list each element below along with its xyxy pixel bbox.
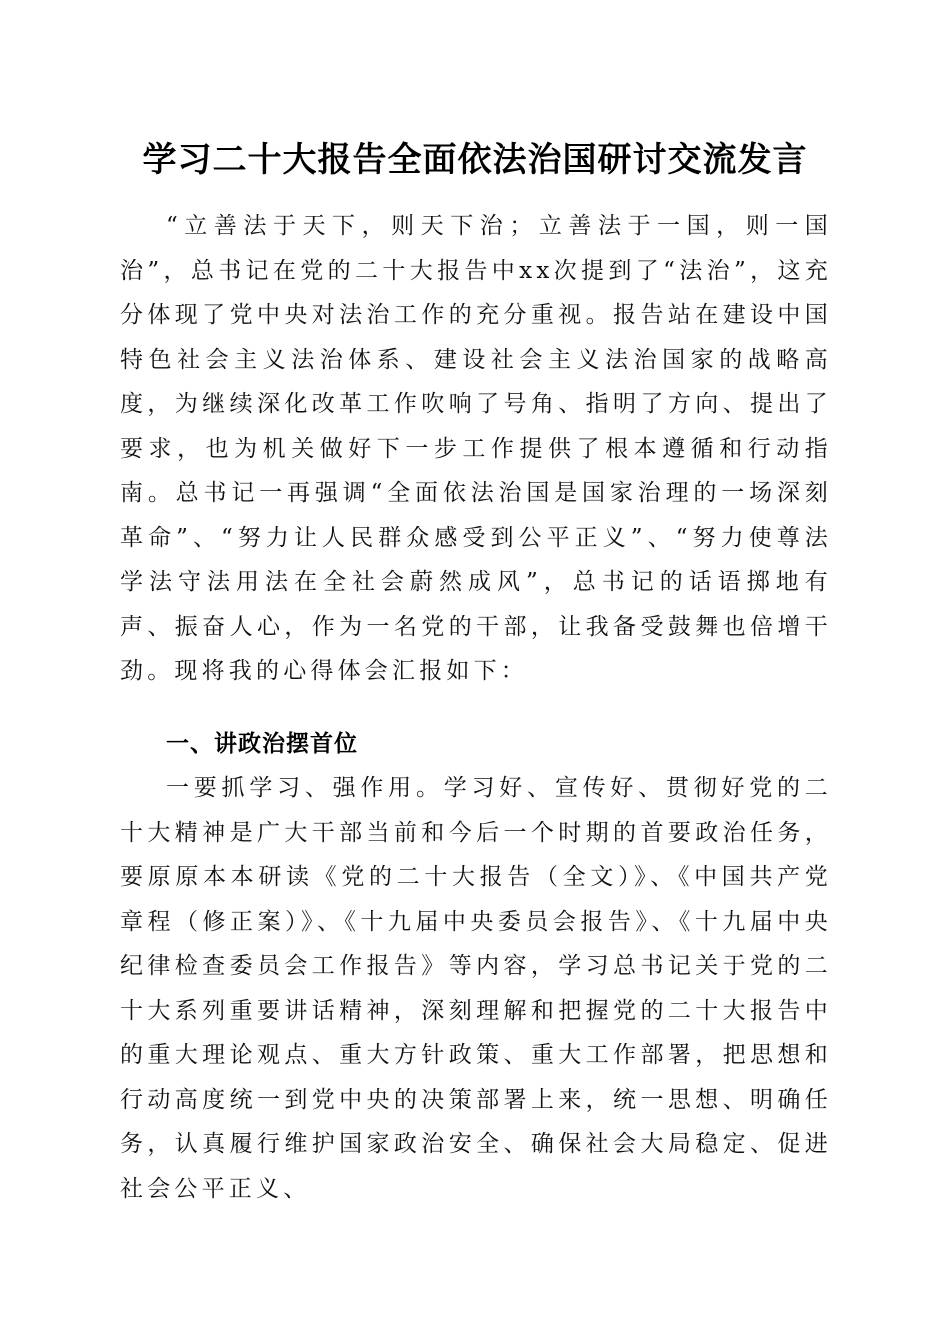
section-1-paragraph: 一要抓学习、强作用。学习好、宣传好、贯彻好党的二十大精神是广大干部当前和今后一个时期的首要政治任务，要原原本本研读《党的二十大报告（全文）》、《中国共产党章程（修正案）》、《十九届中央委员会报告》、《十九届中央纪律检查委员会工作报告》等内容，学习总书记关于党的二十大系列重要讲话精神，深刻理解和把握党的二十大报告中的重大理论观点、重大方针政策、重大工作部署，把思想和行动高度统一到党中央的决策部署上来，统一思想、明确任务，认真履行维护国家政治安全、确保社会大局稳定、促进社会公平正义、	[120, 775, 832, 1202]
document-title: 学习二十大报告全面依法治国研讨交流发言	[142, 140, 808, 180]
section-heading-1: 一、讲政治摆首位	[166, 731, 358, 757]
intro-paragraph: “立善法于天下，则天下治；立善法于一国，则一国治”，总书记在党的二十大报告中xx次提到了“法治”，这充分体现了党中央对法治工作的充分重视。报告站在建设中国特色社会主义法治体系、建设社会主义法治国家的战略高度，为继续深化改革工作吹响了号角、指明了方向、提出了要求，也为机关做好下一步工作提供了根本遵循和行动指南。总书记一再强调“全面依法治国是国家治理的一场深刻革命”、“努力让人民群众感受到公平正义”、“努力使尊法学法守法用法在全社会蔚然成风”，总书记的话语掷地有声、振奋人心，作为一名党的干部，让我备受鼓舞也倍增干劲。现将我的心得体会汇报如下：	[120, 213, 832, 684]
